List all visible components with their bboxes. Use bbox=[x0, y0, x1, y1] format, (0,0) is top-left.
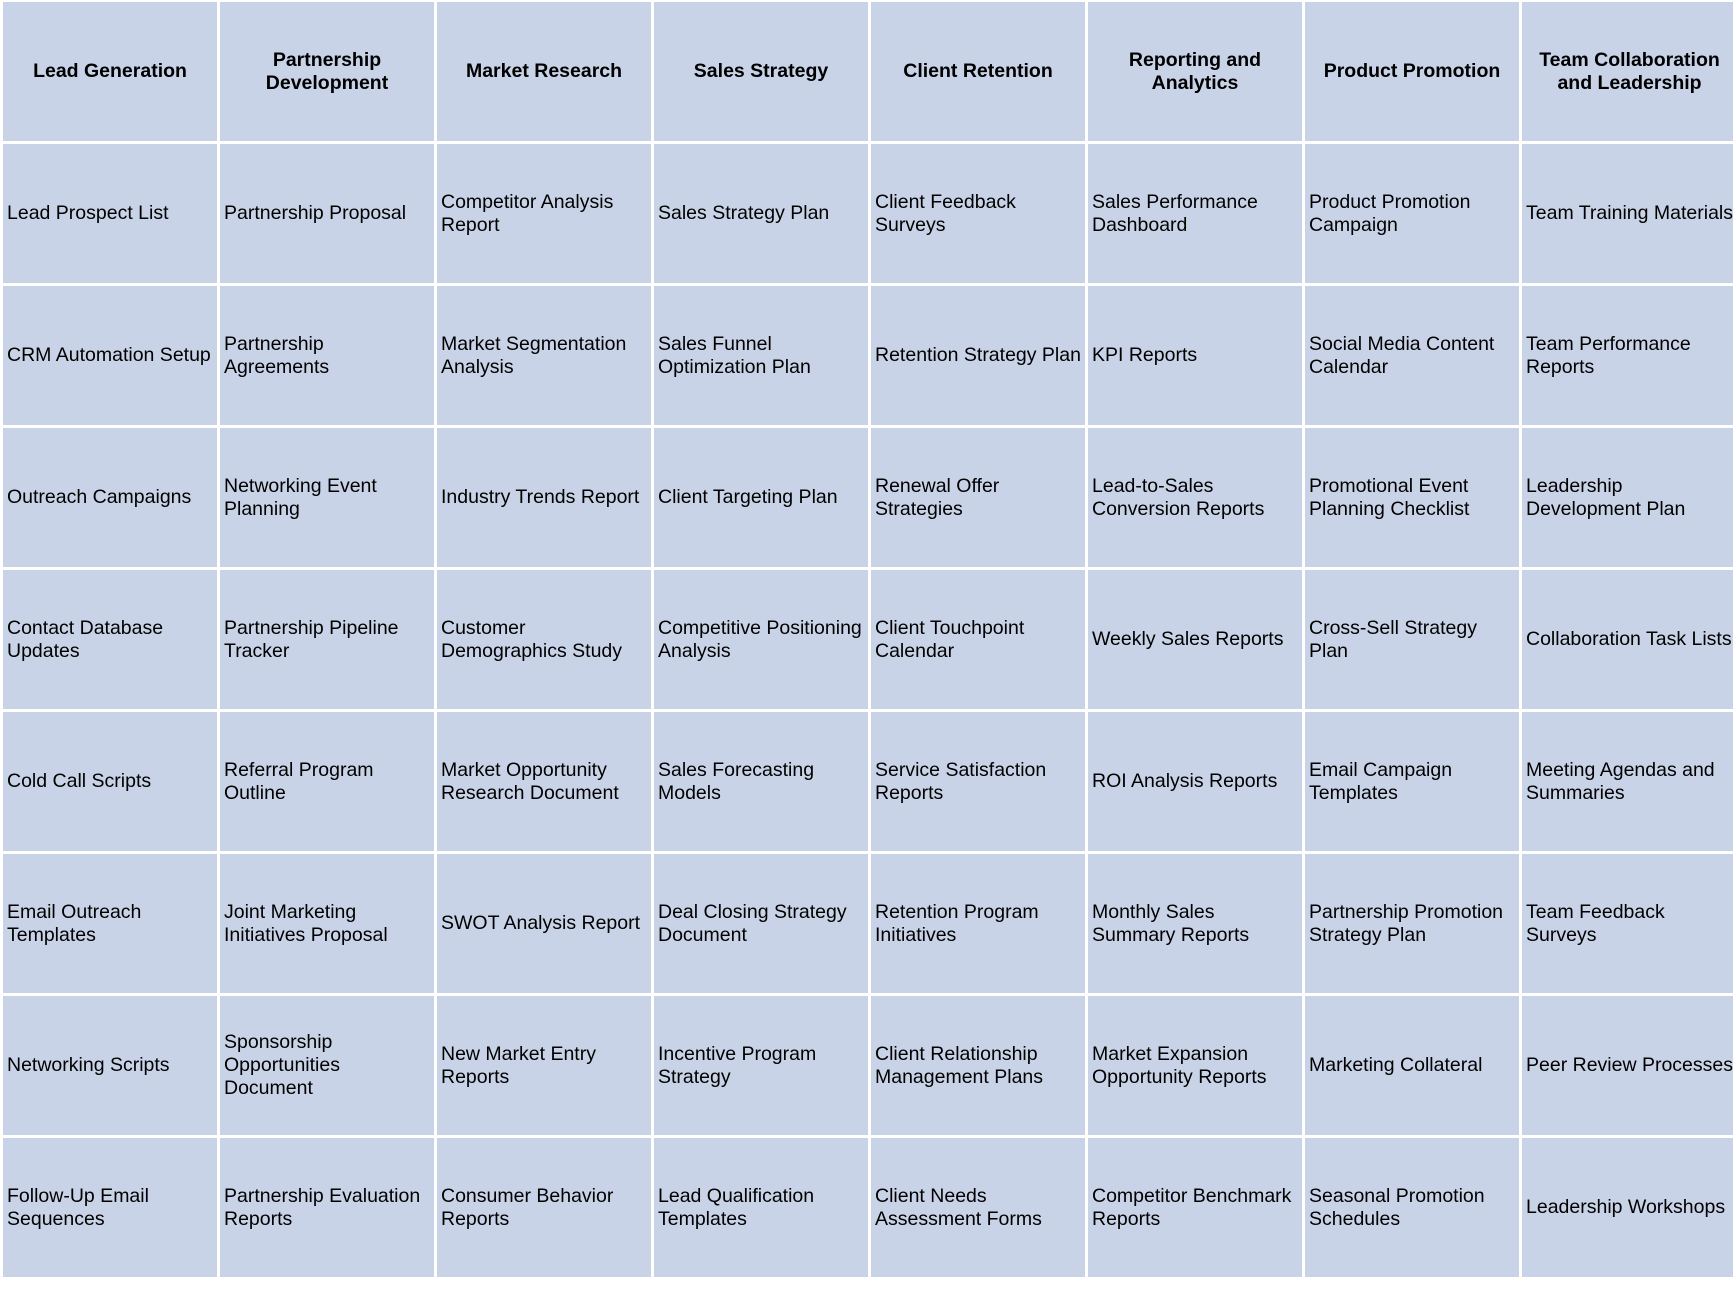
table-cell: Competitor Benchmark Reports bbox=[1088, 1138, 1302, 1277]
table-cell: Team Training Materials bbox=[1522, 144, 1733, 283]
table-cell: Competitor Analysis Report bbox=[437, 144, 651, 283]
column-header: Product Promotion bbox=[1305, 2, 1519, 141]
table-cell: Client Feedback Surveys bbox=[871, 144, 1085, 283]
table-cell: Competitive Positioning Analysis bbox=[654, 570, 868, 709]
table-cell: Lead Prospect List bbox=[3, 144, 217, 283]
table-cell: ROI Analysis Reports bbox=[1088, 712, 1302, 851]
table-cell: Service Satisfaction Reports bbox=[871, 712, 1085, 851]
table-cell: Retention Strategy Plan bbox=[871, 286, 1085, 425]
column-header: Client Retention bbox=[871, 2, 1085, 141]
table-cell: Follow-Up Email Sequences bbox=[3, 1138, 217, 1277]
column-header: Partnership Development bbox=[220, 2, 434, 141]
table-cell: Cross-Sell Strategy Plan bbox=[1305, 570, 1519, 709]
table-cell: New Market Entry Reports bbox=[437, 996, 651, 1135]
table-cell: Leadership Development Plan bbox=[1522, 428, 1733, 567]
table-cell: Deal Closing Strategy Document bbox=[654, 854, 868, 993]
table-cell: Sales Funnel Optimization Plan bbox=[654, 286, 868, 425]
table-cell: Lead Qualification Templates bbox=[654, 1138, 868, 1277]
table-cell: Partnership Promotion Strategy Plan bbox=[1305, 854, 1519, 993]
table-cell: Promotional Event Planning Checklist bbox=[1305, 428, 1519, 567]
table-cell: Leadership Workshops bbox=[1522, 1138, 1733, 1277]
table-cell: Partnership Agreements bbox=[220, 286, 434, 425]
column-header: Lead Generation bbox=[3, 2, 217, 141]
table-cell: Joint Marketing Initiatives Proposal bbox=[220, 854, 434, 993]
table-cell: Market Segmentation Analysis bbox=[437, 286, 651, 425]
table-cell: SWOT Analysis Report bbox=[437, 854, 651, 993]
table-cell: Customer Demographics Study bbox=[437, 570, 651, 709]
table-cell: Email Campaign Templates bbox=[1305, 712, 1519, 851]
table-cell: Industry Trends Report bbox=[437, 428, 651, 567]
table-cell: KPI Reports bbox=[1088, 286, 1302, 425]
table-cell: Partnership Proposal bbox=[220, 144, 434, 283]
table-cell: Weekly Sales Reports bbox=[1088, 570, 1302, 709]
column-header: Team Collaboration and Leadership bbox=[1522, 2, 1733, 141]
table-cell: Market Opportunity Research Document bbox=[437, 712, 651, 851]
table-cell: Partnership Pipeline Tracker bbox=[220, 570, 434, 709]
table-cell: Client Targeting Plan bbox=[654, 428, 868, 567]
table-cell: Sales Forecasting Models bbox=[654, 712, 868, 851]
table-cell: Market Expansion Opportunity Reports bbox=[1088, 996, 1302, 1135]
table-cell: Lead-to-Sales Conversion Reports bbox=[1088, 428, 1302, 567]
table-cell: Product Promotion Campaign bbox=[1305, 144, 1519, 283]
column-header: Reporting and Analytics bbox=[1088, 2, 1302, 141]
table-cell: Email Outreach Templates bbox=[3, 854, 217, 993]
table-cell: Peer Review Processes bbox=[1522, 996, 1733, 1135]
table-cell: Client Relationship Management Plans bbox=[871, 996, 1085, 1135]
table-cell: Team Performance Reports bbox=[1522, 286, 1733, 425]
table-cell: Partnership Evaluation Reports bbox=[220, 1138, 434, 1277]
table-cell: Client Touchpoint Calendar bbox=[871, 570, 1085, 709]
table-cell: Sponsorship Opportunities Document bbox=[220, 996, 434, 1135]
table-cell: Meeting Agendas and Summaries bbox=[1522, 712, 1733, 851]
column-header: Sales Strategy bbox=[654, 2, 868, 141]
table-cell: Incentive Program Strategy bbox=[654, 996, 868, 1135]
table-cell: Social Media Content Calendar bbox=[1305, 286, 1519, 425]
table-cell: Team Feedback Surveys bbox=[1522, 854, 1733, 993]
table-cell: Sales Performance Dashboard bbox=[1088, 144, 1302, 283]
table-cell: Outreach Campaigns bbox=[3, 428, 217, 567]
table-cell: Contact Database Updates bbox=[3, 570, 217, 709]
table-cell: Referral Program Outline bbox=[220, 712, 434, 851]
table-cell: Monthly Sales Summary Reports bbox=[1088, 854, 1302, 993]
table-cell: Collaboration Task Lists bbox=[1522, 570, 1733, 709]
table-cell: Cold Call Scripts bbox=[3, 712, 217, 851]
table-cell: Seasonal Promotion Schedules bbox=[1305, 1138, 1519, 1277]
table-cell: Sales Strategy Plan bbox=[654, 144, 868, 283]
table-cell: Client Needs Assessment Forms bbox=[871, 1138, 1085, 1277]
table-cell: Networking Scripts bbox=[3, 996, 217, 1135]
table-cell: CRM Automation Setup bbox=[3, 286, 217, 425]
column-header: Market Research bbox=[437, 2, 651, 141]
table-cell: Renewal Offer Strategies bbox=[871, 428, 1085, 567]
table-cell: Consumer Behavior Reports bbox=[437, 1138, 651, 1277]
table-cell: Retention Program Initiatives bbox=[871, 854, 1085, 993]
table-cell: Networking Event Planning bbox=[220, 428, 434, 567]
table-cell: Marketing Collateral bbox=[1305, 996, 1519, 1135]
